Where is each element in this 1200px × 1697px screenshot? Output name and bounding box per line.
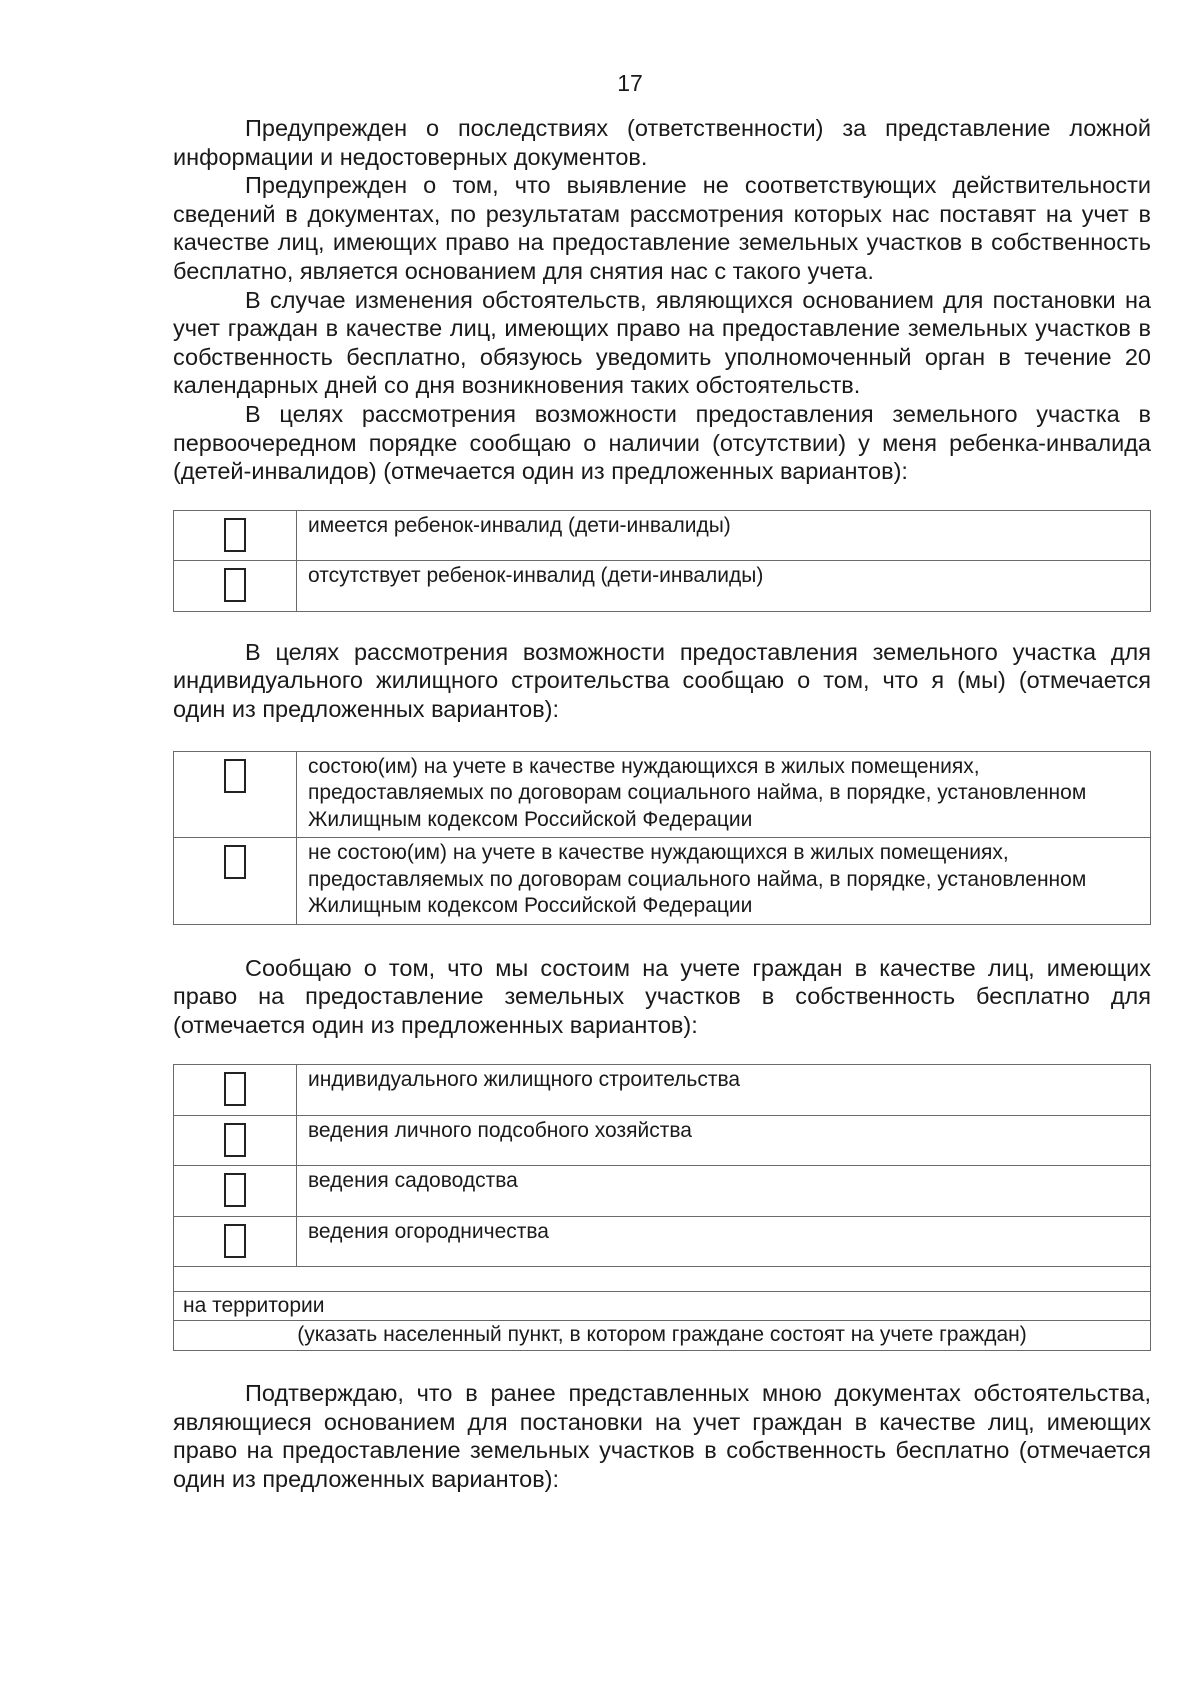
warning-paragraph-2: Предупрежден о том, что выявление не соответствующих действительности сведений в документах, по результатам рассмотрения которых нас поставят на учет в качестве лиц, имеющих право на предоставление земельных участков в собственность бесплатно, является основанием для снятия нас с такого учета.	[173, 172, 1151, 284]
checkbox-cell	[174, 1115, 297, 1166]
housing-options-table	[173, 751, 1151, 925]
checkbox-cell	[174, 1216, 297, 1267]
checkbox-cell	[174, 561, 297, 612]
purpose-options-table	[173, 1064, 1151, 1351]
table-row	[174, 1267, 1151, 1292]
option-label: не состою(им) на учете в качестве нуждающихся в жилых помещениях, предоставляемых по договорам социального найма, в порядке, установленном Жилищным кодексом Российской Федерации	[297, 838, 1151, 925]
checkbox-cell	[174, 1065, 297, 1116]
table-row	[174, 1115, 1151, 1166]
option-label: индивидуального жилищного строительства	[297, 1065, 1151, 1116]
warning-paragraph-1: Предупрежден о последствиях (ответственности) за представление ложной информации и недостоверных документов.	[173, 115, 1151, 170]
checkbox-cell	[174, 838, 297, 925]
checkbox-cell	[174, 751, 297, 838]
housing-not-registered-checkbox[interactable]	[224, 845, 246, 879]
confirmation-paragraph: Подтверждаю, что в ранее представленных мною документах обстоятельства, являющиеся основанием для постановки на учет граждан в качестве лиц, имеющих право на предоставление земельных участков в собственность бесплатно (отмечается один из предложенных вариантов):	[173, 1380, 1151, 1493]
disability-intro-paragraph: В целях рассмотрения возможности предоставления земельного участка в первоочередном порядке сообщаю о наличии (отсутствии) у меня ребенка-инвалида (детей-инвалидов) (отмечается один из предложенных вариантов):	[173, 400, 1151, 485]
purpose-vegetable-growing-checkbox[interactable]	[224, 1224, 246, 1258]
disability-options-table	[173, 510, 1151, 612]
option-label: ведения личного подсобного хозяйства	[297, 1115, 1151, 1166]
table-row	[174, 1166, 1151, 1217]
territory-input-field[interactable]: на территории	[174, 1292, 1151, 1321]
purpose-gardening-checkbox[interactable]	[224, 1173, 246, 1207]
table-row	[174, 1065, 1151, 1116]
checkbox-cell	[174, 1166, 297, 1217]
table-row	[174, 561, 1151, 612]
table-row	[174, 838, 1151, 925]
option-label: отсутствует ребенок-инвалид (дети-инвалиды)	[297, 561, 1151, 612]
option-label: ведения садоводства	[297, 1166, 1151, 1217]
checkbox-cell	[174, 510, 297, 561]
purpose-intro-paragraph: Сообщаю о том, что мы состоим на учете граждан в качестве лиц, имеющих право на предоставление земельных участков в собственность бесплатно для (отмечается один из предложенных вариантов):	[173, 954, 1151, 1038]
notification-paragraph: В случае изменения обстоятельств, являющихся основанием для постановки на учет граждан в качестве лиц, имеющих право на предоставление земельных участков в собственность бесплатно, обязуюсь уведомить уполномоченный орган в течение 20 календарных дней со дня возникновения таких обстоятельств.	[173, 286, 1151, 399]
territory-hint: (указать населенный пункт, в котором граждане состоят на учете граждан)	[174, 1320, 1151, 1351]
housing-intro-paragraph: В целях рассмотрения возможности предоставления земельного участка для индивидуального жилищного строительства сообщаю о том, что я (мы) (отмечается один из предложенных вариантов):	[173, 638, 1151, 722]
page-number: 17	[617, 70, 643, 96]
disability-no-checkbox[interactable]	[224, 568, 246, 602]
option-label: ведения огородничества	[297, 1216, 1151, 1267]
table-row	[174, 1292, 1151, 1321]
option-label: имеется ребенок-инвалид (дети-инвалиды)	[297, 510, 1151, 561]
table-row	[174, 751, 1151, 838]
option-label: состою(им) на учете в качестве нуждающихся в жилых помещениях, предоставляемых по договорам социального найма, в порядке, установленном Жилищным кодексом Российской Федерации	[297, 751, 1151, 838]
blank-row	[174, 1267, 1151, 1292]
purpose-housing-construction-checkbox[interactable]	[224, 1072, 246, 1106]
table-row	[174, 1216, 1151, 1267]
table-row	[174, 510, 1151, 561]
document-body	[173, 114, 1151, 1494]
housing-registered-checkbox[interactable]	[224, 759, 246, 793]
disability-yes-checkbox[interactable]	[224, 518, 246, 552]
table-row	[174, 1320, 1151, 1351]
purpose-subsidiary-farming-checkbox[interactable]	[224, 1123, 246, 1157]
